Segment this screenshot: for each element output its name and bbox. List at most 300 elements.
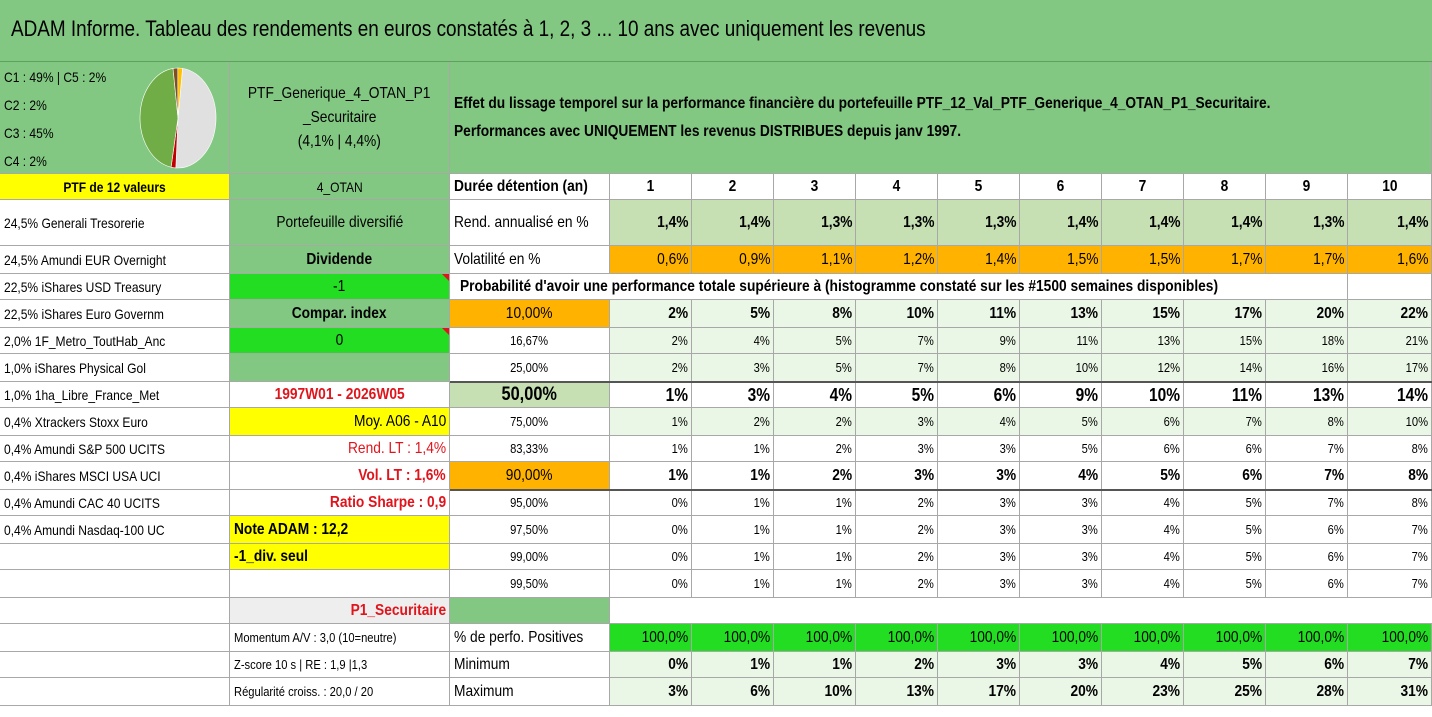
percentile-value bbox=[1348, 436, 1432, 462]
percentile-value-text: 3% bbox=[999, 549, 1016, 564]
positive-value-text: 100,0% bbox=[1133, 628, 1180, 646]
percentile-value-text: 16% bbox=[1321, 360, 1344, 375]
percentile-value-text: 6% bbox=[993, 384, 1016, 405]
percentile-value-text: 7% bbox=[1327, 495, 1344, 510]
percentile-value-text: 20% bbox=[1316, 304, 1344, 322]
percentile-value bbox=[1020, 544, 1102, 570]
percentile-label-text: 16,67% bbox=[510, 333, 549, 348]
positive-value-text: 100,0% bbox=[1051, 628, 1098, 646]
percentile-value-text: 2% bbox=[917, 576, 934, 591]
percentile-value bbox=[610, 516, 692, 544]
percentile-value-text: 7% bbox=[1245, 414, 1262, 429]
volatility-value bbox=[610, 246, 692, 274]
percentile-value-text: 8% bbox=[999, 360, 1016, 375]
minimum-value-text: 6% bbox=[1324, 655, 1344, 673]
percentile-value-text: 1% bbox=[753, 441, 770, 456]
percentile-label-text: 99,00% bbox=[510, 549, 549, 564]
percentile-value bbox=[1348, 490, 1432, 516]
average-period bbox=[230, 408, 450, 436]
percentile-value-text: 3% bbox=[999, 522, 1016, 537]
percentile-value-text: 1% bbox=[753, 522, 770, 537]
percentile-value bbox=[692, 544, 774, 570]
empty-cell bbox=[0, 570, 230, 598]
percentile-value bbox=[692, 436, 774, 462]
percentile-value-text: 6% bbox=[1245, 441, 1262, 456]
percentile-value-text: 14% bbox=[1239, 360, 1262, 375]
percentile-value bbox=[610, 328, 692, 354]
allocation-line3: C3 : 45% bbox=[4, 125, 54, 141]
allocation-block bbox=[0, 62, 230, 174]
holding-row-text: 22,5% iShares USD Treasury bbox=[4, 278, 162, 295]
pie-slice-c3 bbox=[140, 68, 178, 167]
percentile-value-text: 3% bbox=[753, 360, 770, 375]
holding-row bbox=[0, 436, 230, 462]
year-header-text: 10 bbox=[1381, 177, 1398, 195]
year-header bbox=[774, 174, 856, 200]
percentile-value-text: 14% bbox=[1397, 384, 1428, 405]
minimum-value bbox=[692, 652, 774, 678]
return-value bbox=[1266, 200, 1348, 246]
percentile-value-text: 1% bbox=[750, 466, 770, 484]
positive-value-text: 100,0% bbox=[887, 628, 934, 646]
probability-title bbox=[450, 274, 1348, 300]
percentile-value bbox=[1102, 354, 1184, 382]
minimum-value bbox=[774, 652, 856, 678]
percentile-value-text: 5% bbox=[911, 384, 934, 405]
percentile-value bbox=[1102, 462, 1184, 490]
volatility-value bbox=[692, 246, 774, 274]
percentile-label bbox=[450, 354, 610, 382]
adam-note-text: Note ADAM : 12,2 bbox=[234, 520, 349, 538]
empty-cell bbox=[0, 652, 230, 678]
zscore-label-text: Z-score 10 s | RE : 1,9 |1,3 bbox=[234, 657, 368, 672]
profile-label bbox=[230, 598, 450, 624]
percentile-value bbox=[1266, 436, 1348, 462]
positive-value bbox=[692, 624, 774, 652]
positive-value-text: 100,0% bbox=[723, 628, 770, 646]
percentile-value-text: 5% bbox=[1245, 549, 1262, 564]
volatility-value-text: 1,5% bbox=[1148, 250, 1180, 268]
percentile-value bbox=[1020, 328, 1102, 354]
holding-row bbox=[0, 462, 230, 490]
percentile-value bbox=[610, 300, 692, 328]
percentile-value-text: 1% bbox=[668, 466, 688, 484]
percentile-value bbox=[1184, 300, 1266, 328]
percentile-value-text: 3% bbox=[1081, 495, 1098, 510]
percentile-value bbox=[774, 516, 856, 544]
percentile-value bbox=[938, 408, 1020, 436]
percentile-value-text: 5% bbox=[1081, 414, 1098, 429]
percentile-value-text: 1% bbox=[753, 495, 770, 510]
minimum-label-text: Minimum bbox=[454, 655, 510, 673]
percentile-value bbox=[856, 544, 938, 570]
percentile-value-text: 1% bbox=[671, 414, 688, 429]
row-separator bbox=[450, 381, 1432, 383]
percentile-value bbox=[1184, 408, 1266, 436]
percentile-value bbox=[938, 436, 1020, 462]
percentile-value-text: 22% bbox=[1400, 304, 1428, 322]
minimum-value bbox=[1348, 652, 1432, 678]
vol-lt bbox=[230, 462, 450, 490]
volatility-value bbox=[856, 246, 938, 274]
minimum-value-text: 3% bbox=[996, 655, 1016, 673]
positive-value-text: 100,0% bbox=[969, 628, 1016, 646]
return-value bbox=[610, 200, 692, 246]
year-header bbox=[1102, 174, 1184, 200]
maximum-value bbox=[1184, 678, 1266, 706]
positive-label bbox=[450, 624, 610, 652]
percentile-value bbox=[1184, 354, 1266, 382]
portfolio-header-text: PTF de 12 valeurs bbox=[63, 178, 166, 195]
minimum-value bbox=[1020, 652, 1102, 678]
maximum-value-text: 17% bbox=[988, 682, 1016, 700]
percentile-value-text: 5% bbox=[750, 304, 770, 322]
minimum-value-text: 7% bbox=[1408, 655, 1428, 673]
percentile-value-text: 2% bbox=[832, 466, 852, 484]
holding-row-text: 0,4% Amundi S&P 500 UCITS bbox=[4, 440, 166, 457]
percentile-value bbox=[692, 516, 774, 544]
percentile-value bbox=[1102, 436, 1184, 462]
percentile-value bbox=[856, 462, 938, 490]
description-line1: Effet du lissage temporel sur la performance financière du portefeuille PTF_12_Val_PTF_Generique_4_OTAN_P1_Securitaire. bbox=[454, 94, 1271, 112]
portfolio-code-text: 4_OTAN bbox=[316, 178, 363, 195]
percentile-value-text: 21% bbox=[1405, 333, 1428, 348]
percentile-value bbox=[774, 544, 856, 570]
percentile-value bbox=[774, 408, 856, 436]
percentile-value-text: 2% bbox=[835, 441, 852, 456]
percentile-value-text: 0% bbox=[671, 522, 688, 537]
volatility-label bbox=[450, 246, 610, 274]
maximum-value bbox=[610, 678, 692, 706]
positive-value-text: 100,0% bbox=[1381, 628, 1428, 646]
year-header bbox=[1020, 174, 1102, 200]
percentile-value-text: 6% bbox=[1327, 522, 1344, 537]
percentile-value bbox=[1020, 436, 1102, 462]
minimum-value-text: 5% bbox=[1242, 655, 1262, 673]
percentile-value-text: 7% bbox=[1324, 466, 1344, 484]
percentile-value-text: 8% bbox=[1411, 441, 1428, 456]
percentile-value bbox=[1102, 408, 1184, 436]
percentile-value bbox=[774, 570, 856, 598]
percentile-label-text: 95,00% bbox=[510, 495, 549, 510]
minimum-value-text: 1% bbox=[750, 655, 770, 673]
period-range-text: 1997W01 - 2026W05 bbox=[274, 385, 405, 403]
percentile-value-text: 11% bbox=[1076, 333, 1098, 348]
percentile-label bbox=[450, 490, 610, 516]
percentile-value bbox=[1102, 570, 1184, 598]
percentile-value bbox=[692, 408, 774, 436]
percentile-value bbox=[610, 490, 692, 516]
percentile-value-text: 7% bbox=[1411, 549, 1428, 564]
momentum-label bbox=[230, 624, 450, 652]
percentile-value-text: 13% bbox=[1157, 333, 1180, 348]
positive-value bbox=[1102, 624, 1184, 652]
percentile-value-text: 1% bbox=[671, 441, 688, 456]
return-value-text: 1,4% bbox=[656, 213, 688, 231]
percentile-value bbox=[1020, 408, 1102, 436]
percentile-value-text: 8% bbox=[1408, 466, 1428, 484]
holding-row-text: 1,0% 1ha_Libre_France_Met bbox=[4, 386, 160, 403]
percentile-value bbox=[610, 408, 692, 436]
empty-cell bbox=[0, 624, 230, 652]
return-value bbox=[1020, 200, 1102, 246]
percentile-value-text: 5% bbox=[1245, 522, 1262, 537]
positive-value-text: 100,0% bbox=[1297, 628, 1344, 646]
compar-index-value bbox=[230, 328, 450, 354]
percentile-value bbox=[938, 354, 1020, 382]
maximum-value bbox=[1266, 678, 1348, 706]
percentile-label-text: 83,33% bbox=[510, 441, 549, 456]
maximum-value-text: 23% bbox=[1152, 682, 1180, 700]
percentile-value-text: 1% bbox=[835, 576, 852, 591]
empty-cell bbox=[230, 570, 450, 598]
percentile-value-text: 7% bbox=[1327, 441, 1344, 456]
empty-cell bbox=[610, 598, 1432, 624]
percentile-value-text: 9% bbox=[1075, 384, 1098, 405]
holding-row-text: 0,4% Amundi Nasdaq-100 UC bbox=[4, 521, 165, 538]
percentile-value-text: 5% bbox=[1245, 576, 1262, 591]
maximum-value-text: 6% bbox=[750, 682, 770, 700]
portfolio-type bbox=[230, 200, 450, 246]
holding-row-text: 22,5% iShares Euro Governm bbox=[4, 305, 164, 322]
percentile-value-text: 6% bbox=[1327, 549, 1344, 564]
positive-value bbox=[856, 624, 938, 652]
empty-cell bbox=[0, 544, 230, 570]
percentile-value bbox=[1348, 408, 1432, 436]
volatility-value bbox=[1348, 246, 1432, 274]
holding-row bbox=[0, 300, 230, 328]
percentile-label bbox=[450, 544, 610, 570]
percentile-label-text: 25,00% bbox=[510, 360, 549, 375]
percentile-value-text: 3% bbox=[999, 576, 1016, 591]
percentile-value bbox=[692, 300, 774, 328]
empty-cell bbox=[1348, 274, 1432, 300]
return-value bbox=[692, 200, 774, 246]
percentile-value bbox=[1266, 354, 1348, 382]
return-label-text: Rend. annualisé en % bbox=[454, 213, 589, 231]
allocation-line2: C2 : 2% bbox=[4, 97, 47, 113]
percentile-label bbox=[450, 328, 610, 354]
volatility-value bbox=[774, 246, 856, 274]
volatility-value bbox=[1266, 246, 1348, 274]
maximum-value-text: 28% bbox=[1316, 682, 1344, 700]
percentile-value bbox=[1266, 570, 1348, 598]
adam-note bbox=[230, 516, 450, 544]
maximum-value bbox=[856, 678, 938, 706]
regularity-label-text: Régularité croiss. : 20,0 / 20 bbox=[234, 684, 374, 699]
return-value bbox=[1184, 200, 1266, 246]
percentile-value bbox=[1266, 544, 1348, 570]
year-header-text: 2 bbox=[728, 177, 737, 195]
year-header-text: 5 bbox=[974, 177, 983, 195]
dividend-label-text: Dividende bbox=[306, 250, 373, 268]
dividend-value bbox=[230, 274, 450, 300]
percentile-value bbox=[1102, 516, 1184, 544]
percentile-value bbox=[1348, 300, 1432, 328]
average-period-text: Moy. A06 - A10 bbox=[353, 412, 446, 430]
percentile-value bbox=[774, 490, 856, 516]
percentile-value bbox=[692, 462, 774, 490]
minimum-value-text: 0% bbox=[668, 655, 688, 673]
minimum-value bbox=[610, 652, 692, 678]
percentile-value bbox=[1102, 382, 1184, 408]
maximum-value-text: 20% bbox=[1070, 682, 1098, 700]
percentile-value bbox=[1102, 544, 1184, 570]
percentile-value-text: 12% bbox=[1157, 360, 1180, 375]
percentile-value-text: 4% bbox=[1078, 466, 1098, 484]
minimum-value bbox=[1102, 652, 1184, 678]
percentile-value bbox=[1184, 382, 1266, 408]
year-header bbox=[610, 174, 692, 200]
percentile-value-text: 3% bbox=[999, 495, 1016, 510]
volatility-value bbox=[1184, 246, 1266, 274]
percentile-label bbox=[450, 570, 610, 598]
minimum-value-text: 2% bbox=[914, 655, 934, 673]
volatility-value-text: 0,6% bbox=[656, 250, 688, 268]
portfolio-name-line3: (4,1% | 4,4%) bbox=[297, 132, 382, 150]
percentile-value bbox=[938, 516, 1020, 544]
percentile-value bbox=[1184, 570, 1266, 598]
percentile-value-text: 2% bbox=[917, 522, 934, 537]
volatility-value-text: 1,1% bbox=[820, 250, 852, 268]
percentile-value-text: 2% bbox=[753, 414, 770, 429]
holding-row-text: 1,0% iShares Physical Gol bbox=[4, 359, 146, 376]
percentile-value bbox=[774, 462, 856, 490]
percentile-value-text: 15% bbox=[1152, 304, 1180, 322]
percentile-value bbox=[938, 570, 1020, 598]
holding-row-text: 0,4% Xtrackers Stoxx Euro bbox=[4, 413, 148, 430]
title-bar bbox=[0, 0, 1432, 62]
percentile-value-text: 4% bbox=[829, 384, 852, 405]
allocation-pie-chart bbox=[138, 66, 218, 170]
page-title: ADAM Informe. Tableau des rendements en euros constatés à 1, 2, 3 ... 10 ans avec uniquement les revenus bbox=[11, 16, 926, 41]
percentile-value-text: 3% bbox=[1081, 576, 1098, 591]
return-value-text: 1,4% bbox=[1066, 213, 1098, 231]
percentile-value bbox=[1102, 300, 1184, 328]
percentile-value-text: 1% bbox=[835, 495, 852, 510]
percentile-value bbox=[1020, 382, 1102, 408]
portfolio-name-line2: _Securitaire bbox=[302, 108, 377, 126]
volatility-value-text: 1,2% bbox=[902, 250, 934, 268]
percentile-value bbox=[692, 490, 774, 516]
percentile-value bbox=[1184, 436, 1266, 462]
volatility-value bbox=[1102, 246, 1184, 274]
compar-index-label-text: Compar. index bbox=[292, 304, 387, 322]
maximum-value bbox=[1348, 678, 1432, 706]
holding-row bbox=[0, 200, 230, 246]
minimum-value-text: 4% bbox=[1160, 655, 1180, 673]
return-value-text: 1,3% bbox=[1312, 213, 1344, 231]
year-header-text: 7 bbox=[1138, 177, 1147, 195]
percentile-value-text: 3% bbox=[747, 384, 770, 405]
percentile-value-text: 6% bbox=[1163, 441, 1180, 456]
percentile-value-text: 17% bbox=[1234, 304, 1262, 322]
return-value-text: 1,4% bbox=[1148, 213, 1180, 231]
percentile-value bbox=[1184, 544, 1266, 570]
percentile-value-text: 1% bbox=[753, 576, 770, 591]
pie-slice-c1 bbox=[176, 68, 216, 168]
percentile-value bbox=[1348, 382, 1432, 408]
return-value bbox=[1102, 200, 1184, 246]
percentile-value-text: 7% bbox=[917, 360, 934, 375]
return-value bbox=[774, 200, 856, 246]
maximum-label-text: Maximum bbox=[454, 682, 514, 700]
positive-label-text: % de perfo. Positives bbox=[454, 628, 584, 646]
percentile-value-text: 5% bbox=[835, 360, 852, 375]
percentile-value-text: 3% bbox=[917, 414, 934, 429]
percentile-value bbox=[1184, 490, 1266, 516]
volatility-value-text: 0,9% bbox=[738, 250, 770, 268]
percentile-value-text: 1% bbox=[835, 522, 852, 537]
percentile-value-text: 5% bbox=[1081, 441, 1098, 456]
empty-cell bbox=[450, 598, 610, 624]
return-value bbox=[1348, 200, 1432, 246]
percentile-value-text: 5% bbox=[1245, 495, 1262, 510]
return-value-text: 1,4% bbox=[1230, 213, 1262, 231]
percentile-value bbox=[856, 408, 938, 436]
return-value-text: 1,4% bbox=[738, 213, 770, 231]
year-header-text: 3 bbox=[810, 177, 819, 195]
percentile-value-text: 4% bbox=[1163, 576, 1180, 591]
holding-row bbox=[0, 516, 230, 544]
percentile-value-text: 0% bbox=[671, 549, 688, 564]
percentile-value-text: 3% bbox=[914, 466, 934, 484]
year-header-text: 8 bbox=[1220, 177, 1229, 195]
percentile-value-text: 4% bbox=[1163, 522, 1180, 537]
maximum-value bbox=[692, 678, 774, 706]
percentile-value bbox=[938, 462, 1020, 490]
percentile-value bbox=[938, 300, 1020, 328]
percentile-value bbox=[1348, 544, 1432, 570]
percentile-value bbox=[856, 570, 938, 598]
maximum-value-text: 25% bbox=[1234, 682, 1262, 700]
percentile-value-text: 17% bbox=[1405, 360, 1428, 375]
year-header bbox=[1184, 174, 1266, 200]
percentile-value bbox=[1348, 516, 1432, 544]
percentile-value-text: 3% bbox=[999, 441, 1016, 456]
percentile-value-text: 3% bbox=[917, 441, 934, 456]
volatility-value-text: 1,6% bbox=[1396, 250, 1428, 268]
holding-row-text: 24,5% Generali Tresorerie bbox=[4, 214, 145, 231]
percentile-value bbox=[1348, 570, 1432, 598]
portfolio-type-text: Portefeuille diversifié bbox=[276, 213, 403, 231]
percentile-value-text: 5% bbox=[1160, 466, 1180, 484]
holding-row bbox=[0, 274, 230, 300]
percentile-value bbox=[610, 354, 692, 382]
percentile-value-text: 6% bbox=[1327, 576, 1344, 591]
percentile-value-text: 6% bbox=[1163, 414, 1180, 429]
positive-value-text: 100,0% bbox=[641, 628, 688, 646]
positive-value bbox=[610, 624, 692, 652]
percentile-label bbox=[450, 516, 610, 544]
percentile-value-text: 3% bbox=[1081, 522, 1098, 537]
portfolio-code bbox=[230, 174, 450, 200]
volatility-value-text: 1,5% bbox=[1066, 250, 1098, 268]
maximum-value-text: 13% bbox=[906, 682, 934, 700]
percentile-value bbox=[1266, 516, 1348, 544]
percentile-value-text: 10% bbox=[1405, 414, 1428, 429]
allocation-line4: C4 : 2% bbox=[4, 153, 47, 169]
maximum-value bbox=[1020, 678, 1102, 706]
percentile-value-text: 4% bbox=[1163, 549, 1180, 564]
volatility-value bbox=[938, 246, 1020, 274]
percentile-value-text: 0% bbox=[671, 495, 688, 510]
percentile-value-text: 8% bbox=[832, 304, 852, 322]
percentile-value-text: 8% bbox=[1411, 495, 1428, 510]
percentile-value bbox=[1184, 328, 1266, 354]
percentile-value bbox=[856, 382, 938, 408]
percentile-value-text: 11% bbox=[989, 304, 1016, 322]
